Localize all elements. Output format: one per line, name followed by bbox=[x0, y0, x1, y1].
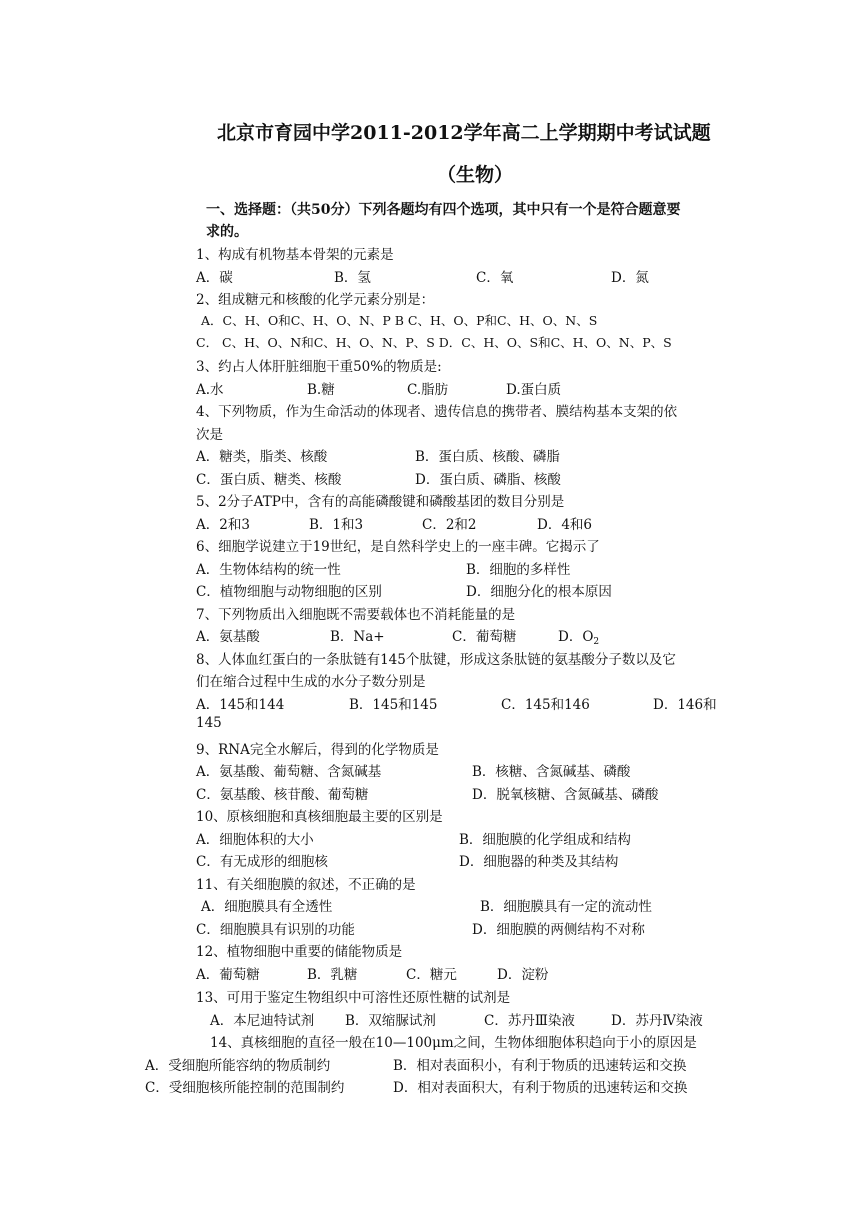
question-9-option-c: C．氨基酸、核苷酸、葡萄糖 bbox=[196, 787, 369, 803]
question-5-option-a: A．2和3 bbox=[196, 517, 250, 533]
question-6-option-a: A．生物体结构的统一性 bbox=[196, 562, 341, 578]
question-4-option-b: B．蛋白质、核酸、磷脂 bbox=[415, 449, 560, 465]
question-9-stem: 9、RNA完全水解后，得到的化学物质是 bbox=[196, 742, 439, 758]
question-8-option-c: C．145和146 bbox=[501, 697, 590, 713]
question-2-stem: 2、组成糖元和核酸的化学元素分别是： bbox=[196, 292, 435, 308]
question-3-option-b: B.糖 bbox=[307, 382, 335, 398]
question-11-option-b: B．细胞膜具有一定的流动性 bbox=[480, 899, 652, 915]
question-10-option-a: A．细胞体积的大小 bbox=[196, 832, 314, 848]
question-8-option-a: A．145和144 bbox=[196, 697, 285, 713]
question-9-option-d: D．脱氧核糖、含氮碱基、磷酸 bbox=[472, 787, 659, 803]
question-14-option-a: A．受细胞所能容纳的物质制约 bbox=[145, 1058, 331, 1074]
question-1-stem: 1、构成有机物基本骨架的元素是 bbox=[196, 247, 394, 263]
question-5-stem: 5、2分子ATP中，含有的高能磷酸键和磷酸基团的数目分别是 bbox=[196, 494, 565, 510]
question-8-option-d: D．146和 bbox=[653, 697, 717, 713]
question-12-option-d: D．淀粉 bbox=[497, 967, 549, 983]
question-8-stem: 8、人体血红蛋白的一条肽链有145个肽键，形成这条肽链的氨基酸分子数以及它 bbox=[196, 652, 676, 668]
section-heading: 一、选择题：（共50分）下列各题均有四个选项，其中只有一个是符合题意要 bbox=[206, 202, 681, 218]
question-13-option-c: C．苏丹Ⅲ染液 bbox=[484, 1013, 575, 1029]
exam-subtitle: （生物） bbox=[437, 164, 514, 186]
question-4-option-c: C．蛋白质、糖类、核酸 bbox=[196, 472, 342, 488]
question-12-option-a: A．葡萄糖 bbox=[196, 967, 260, 983]
question-3-stem: 3、约占人体肝脏细胞干重50%的物质是: bbox=[196, 359, 442, 375]
section-heading-cont: 求的。 bbox=[206, 224, 248, 240]
question-13-option-a: A．本尼迪特试剂 bbox=[210, 1013, 315, 1029]
question-11-stem: 11、有关细胞膜的叙述，不正确的是 bbox=[196, 877, 416, 893]
question-4-option-a: A．糖类，脂类、核酸 bbox=[196, 449, 328, 465]
question-12-option-b: B．乳糖 bbox=[307, 967, 358, 983]
question-2-options-cd: C． C、H、O、N和C、H、O、N、P、S D．C、H、O、S和C、H、O、N、P、S bbox=[196, 335, 672, 350]
question-4-option-d: D．蛋白质、磷脂、核酸 bbox=[415, 472, 561, 488]
question-11-option-c: C．细胞膜具有识别的功能 bbox=[196, 922, 355, 938]
question-5-option-c: C．2和2 bbox=[422, 517, 477, 533]
question-7-option-a: A．氨基酸 bbox=[196, 629, 260, 645]
question-9-option-b: B．核糖、含氮碱基、磷酸 bbox=[472, 764, 631, 780]
question-13-stem: 13、可用于鉴定生物组织中可溶性还原性糖的试剂是 bbox=[196, 990, 511, 1006]
question-1-option-b: B．氢 bbox=[334, 270, 371, 286]
question-7-option-d bbox=[558, 625, 599, 647]
question-1-option-c: C．氧 bbox=[476, 270, 514, 286]
question-5-option-d: D．4和6 bbox=[537, 517, 593, 533]
question-10-option-d: D．细胞器的种类及其结构 bbox=[459, 854, 619, 870]
question-3-option-a: A.水 bbox=[196, 382, 224, 398]
question-5-option-b: B．1和3 bbox=[309, 517, 364, 533]
question-11-option-d: D．细胞膜的两侧结构不对称 bbox=[472, 922, 645, 938]
question-6-option-b: B．细胞的多样性 bbox=[466, 562, 571, 578]
question-1-option-d: D．氮 bbox=[611, 270, 649, 286]
question-6-option-c: C．植物细胞与动物细胞的区别 bbox=[196, 584, 382, 600]
question-7-option-d-text: D．O bbox=[558, 629, 594, 645]
exam-title: 北京市育园中学2011-2012学年高二上学期期中考试试题 bbox=[217, 122, 711, 144]
question-14-option-c: C．受细胞核所能控制的范围制约 bbox=[145, 1080, 345, 1096]
question-14-option-d: D．相对表面积大，有利于物质的迅速转运和交换 bbox=[393, 1080, 688, 1096]
question-14-option-b: B．相对表面积小，有利于物质的迅速转运和交换 bbox=[393, 1058, 687, 1074]
question-8-option-b: B．145和145 bbox=[349, 697, 438, 713]
question-12-stem: 12、植物细胞中重要的储能物质是 bbox=[196, 944, 403, 960]
question-7-option-d-subscript: 2 bbox=[593, 637, 600, 647]
question-6-option-d: D．细胞分化的根本原因 bbox=[466, 584, 612, 600]
question-6-stem: 6、细胞学说建立于19世纪，是自然科学史上的一座丰碑。它揭示了 bbox=[196, 539, 600, 555]
question-8-option-d-cont: 145 bbox=[196, 715, 222, 731]
question-3-option-c: C.脂肪 bbox=[407, 382, 449, 398]
question-13-option-b: B．双缩脲试剂 bbox=[345, 1013, 436, 1029]
question-2-options-ab: A．C、H、O和C、H、O、N、P B C、H、O、P和C、H、O、N、S bbox=[201, 313, 598, 328]
question-3-option-d: D.蛋白质 bbox=[506, 382, 562, 398]
question-9-option-a: A．氨基酸、葡萄糖、含氮碱基 bbox=[196, 764, 382, 780]
question-8-stem-cont: 们在缩合过程中生成的水分子数分别是 bbox=[196, 674, 426, 690]
question-4-stem: 4、下列物质，作为生命活动的体现者、遗传信息的携带者、膜结构基本支架的依 bbox=[196, 404, 678, 420]
question-10-option-c: C．有无成形的细胞核 bbox=[196, 854, 328, 870]
question-7-option-b: B．Na+ bbox=[330, 629, 385, 645]
question-7-option-c: C．葡萄糖 bbox=[452, 629, 517, 645]
question-12-option-c: C．糖元 bbox=[406, 967, 457, 983]
question-1-option-a: A．碳 bbox=[196, 270, 233, 286]
question-10-stem: 10、原核细胞和真核细胞最主要的区别是 bbox=[196, 809, 443, 825]
question-14-stem: 14、真核细胞的直径一般在10—100μm之间，生物体细胞体积趋向于小的原因是 bbox=[210, 1035, 697, 1051]
question-7-stem: 7、下列物质出入细胞既不需要载体也不消耗能量的是 bbox=[196, 607, 516, 623]
question-13-option-d: D．苏丹Ⅳ染液 bbox=[611, 1013, 703, 1029]
question-4-stem-cont: 次是 bbox=[196, 427, 223, 443]
question-11-option-a: A．细胞膜具有全透性 bbox=[201, 899, 333, 915]
question-10-option-b: B．细胞膜的化学组成和结构 bbox=[459, 832, 631, 848]
